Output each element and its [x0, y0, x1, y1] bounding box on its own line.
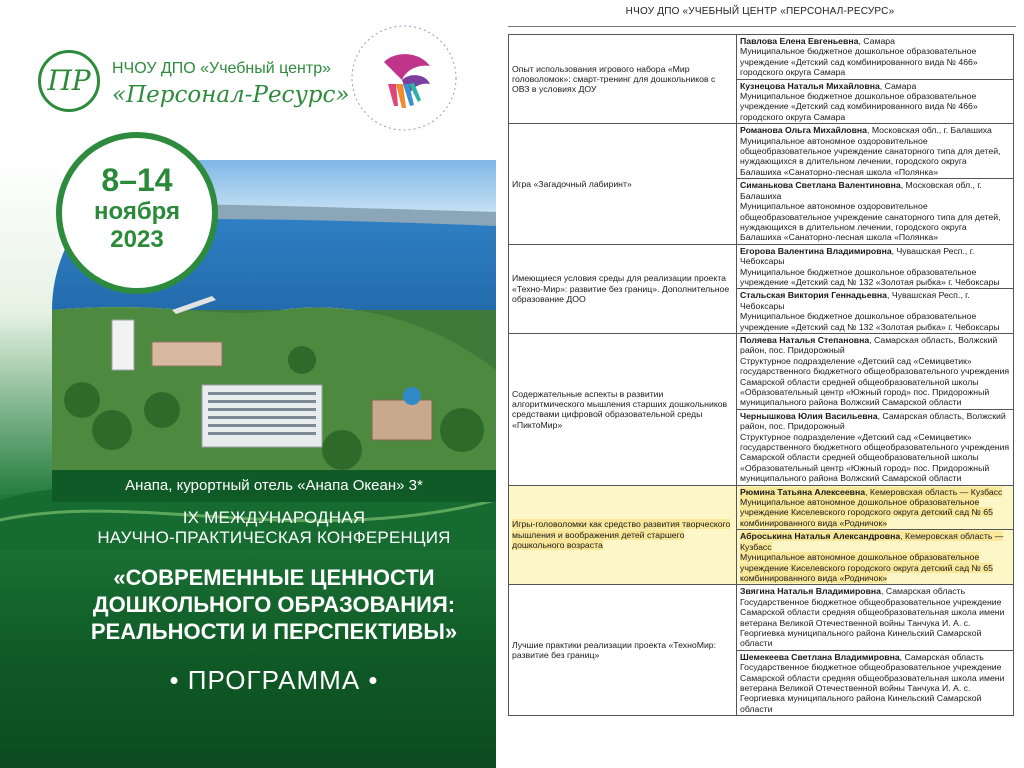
speaker-location: , Самара	[879, 80, 917, 91]
talk-topic: Игра «Загадочный лабиринт»	[509, 124, 737, 244]
speaker-location: , Самарская область, Волжский район, пос. Придорожный	[740, 410, 1006, 432]
organization-name-line1: НЧОУ ДПО «Учебный центр»	[112, 60, 331, 77]
speaker-name: Чернышкова Юлия Васильевна	[740, 410, 878, 421]
theme-line: «СОВРЕМЕННЫЕ ЦЕННОСТИ	[113, 565, 435, 590]
talk-topic: Имеющиеся условия среды для реализации проекта «Техно-Мир»: развитие без границ». Дополнительное образование ДОО	[509, 244, 737, 333]
speaker-location: , Самара	[858, 36, 895, 46]
speaker-location: , Самарская область	[899, 651, 984, 662]
speaker-organization: Муниципальное автономное оздоровительное общеобразовательное учреждение санаторного типа для детей, нуждающихся в длительном лечении, городского округа Балашиха «Санаторно-лесная школа «Полянка»	[740, 135, 1001, 177]
speaker-organization: Муниципальное бюджетное дошкольное образовательное учреждение «Детский сад № 132 «Золотая рыбка» г. Чебоксары	[740, 311, 1000, 332]
speaker-cell	[737, 244, 1014, 289]
speaker-name: Поляева Наталья Степановна	[740, 334, 870, 345]
speaker-cell	[737, 124, 1014, 179]
speaker-cell	[737, 585, 1014, 650]
hotel-location-caption: Анапа, курортный отель «Анапа Океан» 3*	[52, 470, 496, 502]
table-row	[509, 485, 1014, 530]
speaker-cell	[737, 289, 1014, 334]
logo-monogram: ПР	[38, 50, 100, 112]
speaker-name: Рюмина Татьяна Алексеевна	[740, 486, 866, 497]
table-row	[509, 35, 1014, 80]
speaker-organization: Государственное бюджетное общеобразовательное учреждение Самарской области средняя общеобразовательная школа имени ветерана Великой Отечественной войны Танчука И. А. с. Георгиевка муниципального района Кинельский Самарской области	[740, 596, 1005, 649]
conference-title-block	[52, 508, 496, 696]
speaker-cell	[737, 333, 1014, 409]
speaker-name: Павлова Елена Евгеньевна	[740, 36, 859, 46]
speaker-location: , Самарская область, Волжский район, пос. Придорожный	[740, 334, 998, 356]
speaker-cell	[737, 79, 1014, 124]
speaker-cell	[737, 179, 1014, 244]
table-row	[509, 333, 1014, 409]
theme-line: ДОШКОЛЬНОГО ОБРАЗОВАНИЯ:	[92, 592, 456, 617]
speaker-location: , Самарская область	[881, 586, 966, 597]
table-row	[509, 124, 1014, 179]
speaker-cell	[737, 485, 1014, 530]
speaker-location: , Кемеровская область — Кузбасс	[740, 531, 1004, 552]
highlighted-topic: Игры-головоломки как средство развития творческого мышления и воображения детей старшего дошкольного возраста	[512, 519, 731, 551]
speaker-organization: Структурное подразделение «Детский сад «Семицветик» государственного бюджетного общеобразовательного учреждения Самарской области средней общеобразовательной школы «Образовательный центр «Южный город» пос. Придорожный муниципального района Волжский Самарской области	[740, 431, 1010, 484]
speaker-location: , Московская обл., г. Балашиха	[740, 180, 982, 201]
event-days: 8–14	[101, 162, 173, 198]
conference-emblem-logo	[348, 22, 460, 134]
speaker-name: Егорова Валентина Владимировна	[740, 245, 892, 256]
conference-type: НАУЧНО-ПРАКТИЧЕСКАЯ КОНФЕРЕНЦИЯ	[97, 528, 451, 547]
speaker-cell	[737, 650, 1014, 715]
talk-topic: Опыт использования игрового набора «Мир головоломок»: смарт-тренинг для дошкольников с ОВЗ в условиях ДОУ	[509, 35, 737, 124]
programme-label: • ПРОГРАММА •	[169, 665, 379, 695]
speaker-location: , Чувашская Респ., г. Чебоксары	[740, 245, 975, 267]
event-month: ноября	[93, 198, 180, 225]
programme-table	[508, 34, 1014, 716]
speaker-name: Шемекеева Светлана Владимировна	[740, 651, 900, 662]
speaker-organization: Государственное бюджетное общеобразовательное учреждение Самарской области средняя общеобразовательная школа имени ветерана Великой Отечественной войны Танчука И. А. с. Георгиевка муниципального района Кинельский Самарской области	[740, 662, 1005, 714]
speaker-organization: Муниципальное бюджетное дошкольное образовательное учреждение «Детский сад № 132 «Золотая рыбка» г. Чебоксары	[740, 266, 1000, 287]
speaker-cell	[737, 35, 1014, 80]
programme-page	[496, 0, 1024, 768]
speaker-name: Аброськина Наталья Александровна	[740, 531, 901, 542]
speaker-location: , Кемеровская область — Кузбасс	[865, 486, 1003, 497]
event-year: 2023	[110, 226, 164, 253]
speaker-cell	[737, 409, 1014, 485]
organization-name-line2: «Персонал-Ресурс»	[112, 82, 350, 108]
conference-theme	[52, 564, 496, 645]
speaker-name: Романова Ольга Михайловна	[740, 125, 868, 136]
speaker-name: Стальская Виктория Геннадьевна	[740, 290, 887, 301]
event-date-badge	[56, 132, 218, 294]
speaker-cell	[737, 530, 1014, 585]
brochure-cover	[0, 0, 496, 768]
speaker-organization: Муниципальное бюджетное дошкольное образовательное учреждение «Детский сад комбинированного вида № 466» городского округа Самара	[740, 91, 978, 122]
table-row	[509, 244, 1014, 289]
talk-topic: Лучшие практики реализации проекта «ТехноМир: развитие без границ»	[509, 585, 737, 716]
speaker-name: Звягина Наталья Владимировна	[740, 586, 882, 597]
speaker-organization: Муниципальное бюджетное дошкольное образовательное учреждение «Детский сад комбинированного вида № 466» городского округа Самара	[740, 46, 978, 78]
header-divider	[508, 26, 1016, 27]
speaker-name: Кузнецова Наталья Михайловна	[740, 80, 880, 91]
conference-edition: IX МЕЖДУНАРОДНАЯ	[182, 508, 366, 527]
speaker-location: , Московская обл., г. Балашиха	[867, 125, 992, 136]
speaker-organization: Муниципальное автономное дошкольное образовательное учреждение Киселевского городского округа детский сад № 65 комбинированного вида «Родничок»	[740, 552, 993, 583]
page-running-header: НЧОУ ДПО «УЧЕБНЫЙ ЦЕНТР «ПЕРСОНАЛ-РЕСУРС»	[625, 6, 895, 17]
theme-line: РЕАЛЬНОСТИ И ПЕРСПЕКТИВЫ»	[90, 619, 458, 644]
organization-logo	[38, 48, 350, 118]
talk-topic	[509, 485, 737, 585]
speaker-organization: Муниципальное автономное дошкольное образовательное учреждение Киселевского городского округа детский сад № 65 комбинированного вида «Родничок»	[740, 497, 993, 528]
speaker-organization: Структурное подразделение «Детский сад «Семицветик» государственного бюджетного общеобразовательного учреждения Самарской области средней общеобразовательной школы «Образовательный центр «Южный город» пос. Придорожный муниципального района Волжский Самарской области	[740, 355, 1010, 408]
table-row	[509, 585, 1014, 650]
talk-topic: Содержательные аспекты в развитии алгоритмического мышления старших дошкольников средствами цифровой образовательной среды «ПиктоМир»	[509, 333, 737, 485]
speaker-name: Симанькова Светлана Валентиновна	[740, 180, 901, 191]
speaker-location: , Чувашская Респ., г. Чебоксары	[740, 290, 970, 311]
speaker-organization: Муниципальное автономное оздоровительное общеобразовательное учреждение санаторного типа для детей, нуждающихся в длительном лечении, городского округа Балашиха «Санаторно-лесная школа «Полянка»	[740, 201, 1001, 243]
